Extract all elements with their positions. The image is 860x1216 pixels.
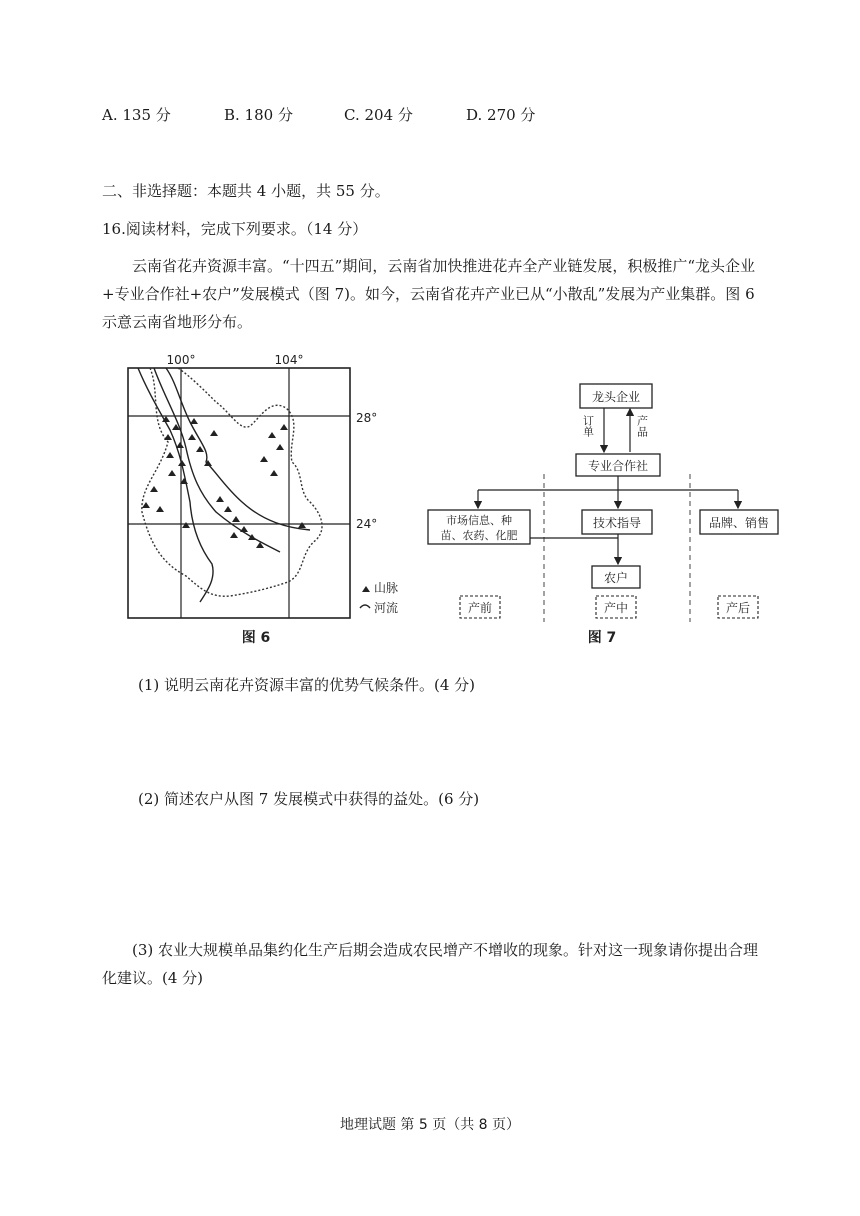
stage-mid-label: 产中 bbox=[603, 601, 629, 615]
stage-post-label: 产后 bbox=[725, 601, 751, 615]
legend-mountain-icon bbox=[362, 586, 370, 592]
lat-label-24: 24° bbox=[356, 517, 378, 531]
order-label: 订单 bbox=[581, 415, 595, 437]
subquestion-3: (3) 农业大规模单品集约化生产后期会造成农民增产不增收的现象。针对这一现象请你提出合理化建议。(4 分) bbox=[102, 941, 759, 987]
inputs-label-line1: 市场信息、种 bbox=[446, 514, 512, 527]
figure-7-caption: 图 7 bbox=[587, 630, 617, 646]
legend-mountain-label: 山脉 bbox=[374, 581, 399, 595]
material-paragraph: 云南省花卉资源丰富。“十四五”期间，云南省加快推进花卉全产业链发展，积极推广“龙头企业+专业合作社+农户”发展模式（图 7)。如今，云南省花卉产业已从“小散乱”发展为产业集群。图 6 示意云南省地形分布。 bbox=[102, 257, 756, 331]
legend-river-label: 河流 bbox=[374, 601, 399, 615]
figure-7-diagram bbox=[420, 378, 780, 650]
inputs-label-line2: 苗、农药、化肥 bbox=[440, 529, 518, 542]
cooperative-label: 专业合作社 bbox=[587, 459, 649, 473]
tech-guidance-label: 技术指导 bbox=[592, 516, 642, 530]
figure-6-caption: 图 6 bbox=[241, 630, 271, 646]
product-label: 产品 bbox=[635, 415, 649, 437]
lon-label-100: 100° bbox=[166, 353, 196, 367]
subquestion-2: (2) 简述农户从图 7 发展模式中获得的益处。(6 分) bbox=[138, 790, 480, 808]
option-a: A. 135 分 bbox=[102, 106, 171, 124]
stage-pre-label: 产前 bbox=[467, 601, 493, 615]
question-header: 16.阅读材料，完成下列要求。（14 分） bbox=[102, 220, 368, 238]
figure-6-map bbox=[120, 352, 400, 652]
page-footer: 地理试题 第 5 页（共 8 页） bbox=[339, 1117, 521, 1133]
option-d: D. 270 分 bbox=[466, 106, 536, 124]
top-enterprise-label: 龙头企业 bbox=[591, 390, 641, 404]
lon-label-104: 104° bbox=[274, 353, 304, 367]
farmer-label: 农户 bbox=[603, 571, 629, 585]
mountain-symbols bbox=[142, 416, 306, 548]
brand-sales-label: 品牌、销售 bbox=[708, 516, 770, 530]
lat-label-28: 28° bbox=[356, 411, 378, 425]
legend-river-icon bbox=[360, 605, 370, 608]
option-b: B. 180 分 bbox=[224, 106, 293, 124]
section-heading: 二、非选择题：本题共 4 小题，共 55 分。 bbox=[102, 182, 390, 200]
option-c: C. 204 分 bbox=[344, 106, 413, 124]
subquestion-1: (1) 说明云南花卉资源丰富的优势气候条件。(4 分) bbox=[138, 676, 476, 694]
